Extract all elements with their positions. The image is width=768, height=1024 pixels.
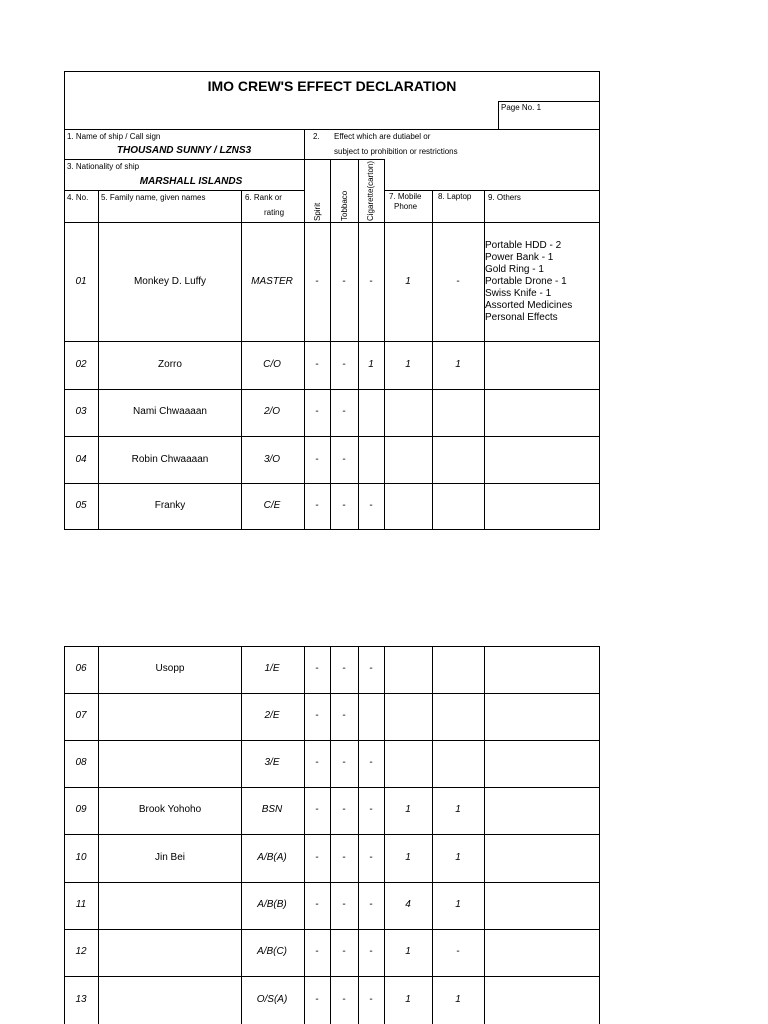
row11-rank: A/B(B): [257, 899, 287, 910]
row13-laptop: 1: [455, 994, 461, 1005]
row09-mobile: 1: [405, 804, 411, 815]
row06-name: Usopp: [155, 663, 185, 674]
row05-rank: C/E: [263, 500, 281, 511]
row12-laptop: -: [456, 946, 460, 957]
col-header-mobile-line2: Phone: [394, 202, 418, 211]
row08-cigarette: -: [369, 757, 373, 768]
row10-spirit: -: [315, 852, 319, 863]
row08-spirit: -: [315, 757, 319, 768]
row11-no: 11: [75, 899, 87, 910]
row10-no: 10: [75, 852, 87, 863]
row07-tobacco: -: [342, 710, 346, 721]
row01-mobile: 1: [405, 276, 411, 287]
row05-tobacco: -: [342, 500, 346, 511]
row13-spirit: -: [315, 994, 319, 1005]
col-header-tobacco: Tobbaco: [340, 190, 349, 221]
row02-no: 02: [75, 359, 87, 370]
effects-number: 2.: [313, 132, 320, 141]
row01-cigarette: -: [369, 276, 373, 287]
row01-spirit: -: [315, 276, 319, 287]
row11-spirit: -: [315, 899, 319, 910]
row13-mobile: 1: [405, 994, 411, 1005]
row04-tobacco: -: [342, 454, 346, 465]
row06-no: 06: [75, 663, 87, 674]
row07-spirit: -: [315, 710, 319, 721]
row09-spirit: -: [315, 804, 319, 815]
row03-no: 03: [75, 406, 87, 417]
row12-spirit: -: [315, 946, 319, 957]
row11-tobacco: -: [342, 899, 346, 910]
row04-no: 04: [75, 454, 87, 465]
row06-tobacco: -: [342, 663, 346, 674]
row06-cigarette: -: [369, 663, 373, 674]
row10-name: Jin Bei: [154, 852, 186, 863]
col-header-no: 4. No.: [67, 193, 89, 202]
col-header-rank-line2: rating: [264, 208, 285, 217]
others-item: Portable HDD - 2: [485, 240, 562, 251]
row10-tobacco: -: [342, 852, 346, 863]
row03-name: Nami Chwaaaan: [133, 406, 207, 417]
row12-tobacco: -: [342, 946, 346, 957]
effects-label-line2: subject to prohibition or restrictions: [334, 147, 458, 156]
row06-rank: 1/E: [264, 663, 280, 674]
row05-no: 05: [75, 500, 87, 511]
row08-tobacco: -: [342, 757, 346, 768]
ship-name-value: THOUSAND SUNNY / LZNS3: [116, 145, 252, 156]
row04-name: Robin Chwaaaan: [131, 454, 209, 465]
row04-rank: 3/O: [263, 454, 281, 465]
row01-rank: MASTER: [251, 276, 293, 287]
declaration-table-page-2: [64, 646, 600, 1024]
col-header-others: 9. Others: [488, 193, 521, 202]
col-header-name: 5. Family name, given names: [101, 193, 206, 202]
row05-name: Franky: [154, 500, 186, 511]
row09-laptop: 1: [455, 804, 461, 815]
row09-tobacco: -: [342, 804, 346, 815]
others-item: Swiss Knife - 1: [485, 288, 552, 299]
row10-mobile: 1: [405, 852, 411, 863]
row09-name: Brook Yohoho: [138, 804, 202, 815]
row12-no: 12: [75, 946, 87, 957]
others-item: Gold Ring - 1: [485, 264, 544, 275]
row07-rank: 2/E: [264, 710, 280, 721]
declaration-table-page-1: [64, 71, 600, 530]
row11-cigarette: -: [369, 899, 373, 910]
row10-rank: A/B(A): [257, 852, 287, 863]
row11-laptop: 1: [455, 899, 461, 910]
row05-spirit: -: [315, 500, 319, 511]
row02-cigarette: 1: [368, 359, 374, 370]
row08-no: 08: [75, 757, 87, 768]
row12-rank: A/B(C): [257, 946, 287, 957]
row03-spirit: -: [315, 406, 319, 417]
nationality-value: MARSHALL ISLANDS: [139, 176, 243, 187]
row01-no: 01: [75, 276, 87, 287]
row09-rank: BSN: [261, 804, 283, 815]
row02-tobacco: -: [342, 359, 346, 370]
row10-cigarette: -: [369, 852, 373, 863]
row02-spirit: -: [315, 359, 319, 370]
row06-spirit: -: [315, 663, 319, 674]
row01-tobacco: -: [342, 276, 346, 287]
row09-no: 09: [75, 804, 87, 815]
row13-no: 13: [75, 994, 87, 1005]
others-item: Portable Drone - 1: [485, 276, 567, 287]
row01-name: Monkey D. Luffy: [133, 276, 207, 287]
col-header-spirit: Spirit: [313, 202, 322, 221]
row01-others: [485, 240, 572, 324]
row02-laptop: 1: [455, 359, 461, 370]
row02-name: Zorro: [158, 359, 182, 370]
row12-mobile: 1: [405, 946, 411, 957]
row07-no: 07: [75, 710, 87, 721]
col-header-rank-line1: 6. Rank or: [245, 193, 282, 202]
col-header-cigarette: Cigarette(carton): [366, 160, 375, 221]
row05-cigarette: -: [369, 500, 373, 511]
effects-label-line1: Effect which are dutiabel or: [334, 132, 431, 141]
nationality-label: 3. Nationality of ship: [67, 162, 140, 171]
form-title: IMO CREW'S EFFECT DECLARATION: [207, 78, 457, 94]
row03-tobacco: -: [342, 406, 346, 417]
row13-tobacco: -: [342, 994, 346, 1005]
col-header-mobile-line1: 7. Mobile: [389, 192, 422, 201]
page-number: Page No. 1: [501, 103, 542, 112]
row02-mobile: 1: [405, 359, 411, 370]
row01-laptop: -: [456, 276, 460, 287]
row13-cigarette: -: [369, 994, 373, 1005]
row08-rank: 3/E: [264, 757, 280, 768]
row12-cigarette: -: [369, 946, 373, 957]
ship-name-label: 1. Name of ship / Call sign: [67, 132, 161, 141]
others-item: Personal Effects: [485, 312, 558, 323]
others-item: Power Bank - 1: [485, 252, 554, 263]
row13-rank: O/S(A): [256, 994, 288, 1005]
others-item: Assorted Medicines: [485, 300, 573, 311]
row02-rank: C/O: [263, 359, 281, 370]
row04-spirit: -: [315, 454, 319, 465]
col-header-laptop: 8. Laptop: [438, 192, 472, 201]
row03-rank: 2/O: [263, 406, 281, 417]
row10-laptop: 1: [455, 852, 461, 863]
row09-cigarette: -: [369, 804, 373, 815]
row11-mobile: 4: [405, 899, 411, 910]
